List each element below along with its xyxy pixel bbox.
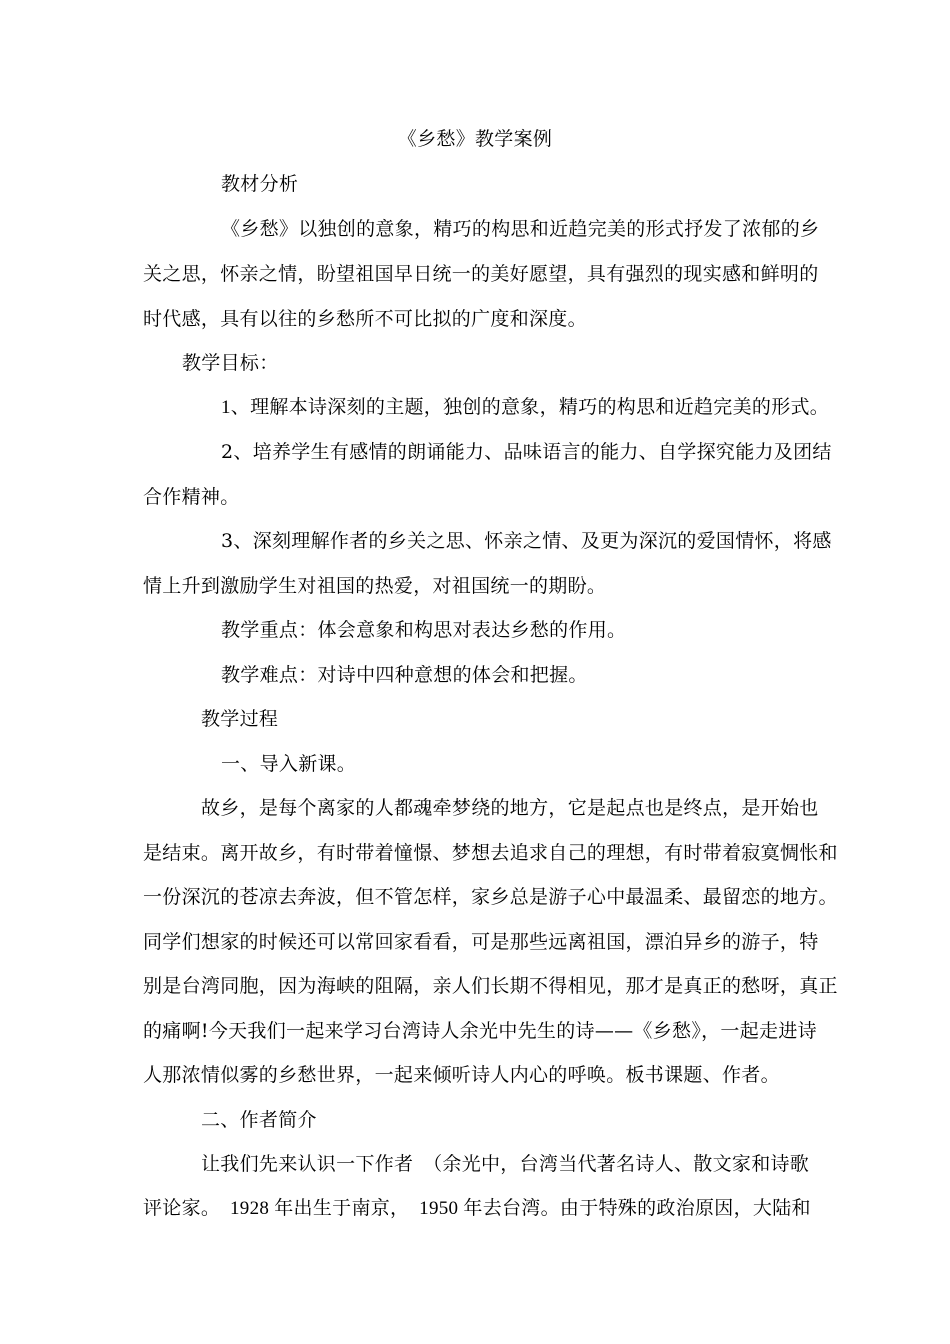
step-2-paragraph-line: 评论家。 1928 年出生于南京， 1950 年去台湾。由于特殊的政治原因，大陆和: [143, 1198, 811, 1219]
step-1-paragraph-line: 别是台湾同胞，因为海峡的阻隔，亲人们长期不得相见，那才是真正的愁呀，真正: [143, 975, 838, 997]
difficult-point: 教学难点：对诗中四种意想的体会和把握。: [221, 664, 588, 686]
step-1-paragraph-line: 人那浓情似雾的乡愁世界，一起来倾听诗人内心的呼唤。板书课题、作者。: [143, 1064, 780, 1086]
step-1-paragraph-line: 同学们想家的时候还可以常回家看看，可是那些远离祖国，漂泊异乡的游子，特: [143, 931, 819, 953]
step-1-heading: 一、导入新课。: [221, 753, 357, 775]
step-1-paragraph-line: 故乡，是每个离家的人都魂牵梦绕的地方，它是起点也是终点，是开始也: [201, 797, 819, 819]
paragraph-line: 关之思，怀亲之情，盼望祖国早日统一的美好愿望，具有强烈的现实感和鲜明的: [143, 263, 819, 285]
goal-item-2-line: 2、培养学生有感情的朗诵能力、品味语言的能力、自学探究能力及团结: [221, 441, 832, 463]
paragraph-line: 《乡愁》以独创的意象，精巧的构思和近趋完美的形式抒发了浓郁的乡: [221, 218, 820, 240]
goals-heading: 教学目标：: [182, 352, 279, 374]
goal-item-1: 1、理解本诗深刻的主题，独创的意象，精巧的构思和近趋完美的形式。: [221, 397, 830, 418]
process-heading: 教学过程: [201, 708, 279, 730]
paragraph-line: 时代感，具有以往的乡愁所不可比拟的广度和深度。: [143, 308, 587, 330]
step-2-paragraph-line: 让我们先来认识一下作者 （余光中，台湾当代著名诗人、散文家和诗歌: [201, 1153, 810, 1175]
step-1-paragraph-line: 是结束。离开故乡，有时带着憧憬、梦想去追求自己的理想，有时带着寂寞惆怅和: [143, 842, 838, 864]
goal-item-3-line: 3、深刻理解作者的乡关之思、怀亲之情、及更为深沉的爱国情怀，将感: [221, 530, 832, 552]
step-2-heading: 二、作者简介: [201, 1109, 317, 1131]
key-point: 教学重点：体会意象和构思对表达乡愁的作用。: [221, 619, 627, 641]
document-title: 《乡愁》教学案例: [397, 128, 553, 150]
goal-item-3-line: 情上升到激励学生对祖国的热爱，对祖国统一的期盼。: [143, 575, 607, 597]
step-1-paragraph-line: 一份深沉的苍凉去奔波，但不管怎样，家乡总是游子心中最温柔、最留恋的地方。: [143, 886, 838, 908]
goal-item-2-line: 合作精神。: [143, 486, 240, 508]
material-analysis-heading: 教材分析: [221, 173, 299, 195]
step-1-paragraph-line: 的痛啊!今天我们一起来学习台湾诗人余光中先生的诗——《乡愁》，一起走进诗: [143, 1020, 817, 1042]
